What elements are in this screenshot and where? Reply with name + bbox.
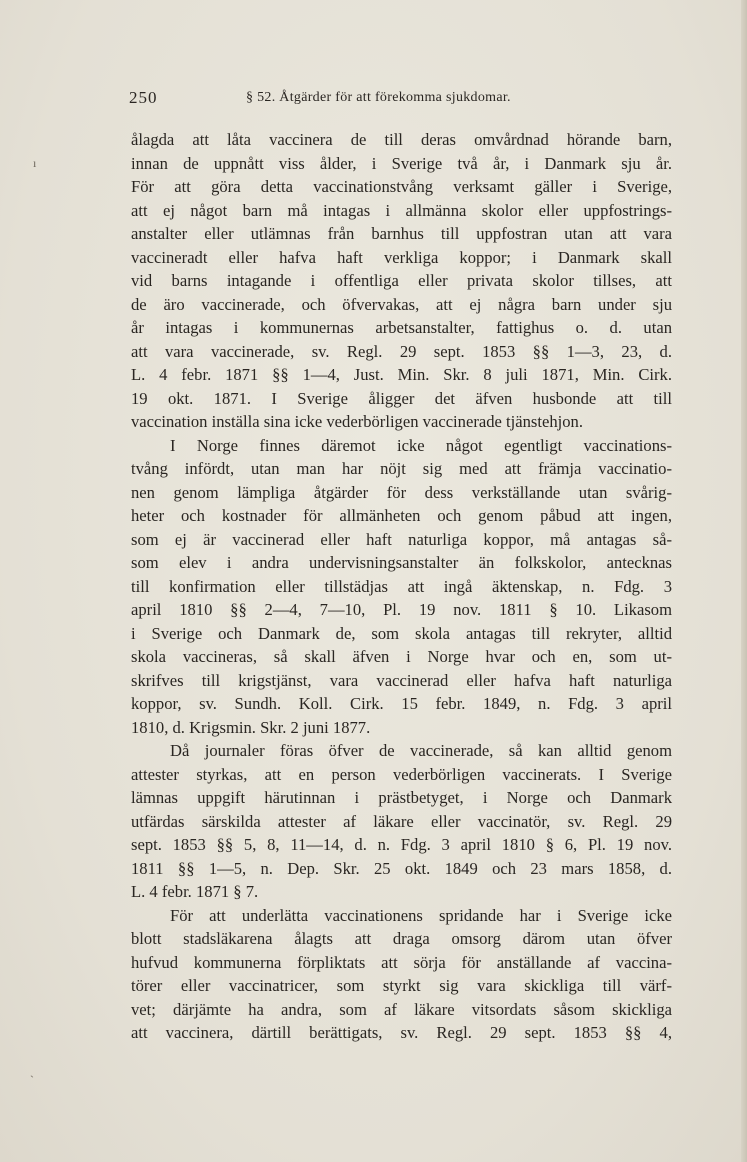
text-line: att vaccinera, därtill berättigats, sv. Regl. 29 sept. 1853 §§ 4, <box>131 1023 672 1042</box>
text-line: till konfirmation eller tillstädjas att ingå äktenskap, n. Fdg. 3 <box>131 576 672 596</box>
text-line: i Sverige och Danmark de, som skola antagas till rekryter, alltid <box>131 623 672 643</box>
text-line: 1810, d. Krigsmin. Skr. 2 juni 1877. <box>131 717 371 737</box>
text-line: år intagas i kommunernas arbetsanstalter, fattighus o. d. utan <box>131 318 672 337</box>
text-line: vaccination inställa sina icke vederbörligen vaccinerade tjänstehjon. <box>131 412 583 431</box>
text-line: I Norge finnes däremot icke något egentligt vaccinations- <box>170 435 672 455</box>
text-line: som ej är vaccinerad eller haft naturliga koppor, må antagas så- <box>131 529 672 549</box>
text-line: utfärdas särskilda attester af läkare eller vaccinatör, sv. Regl. 29 <box>131 811 672 831</box>
text-line: attester styrkas, att en person vederbörligen vaccinerats. I Sverige <box>131 764 672 784</box>
text-line: lämnas uppgift härutinnan i prästbetyget, i Norge och Danmark <box>131 788 672 807</box>
text-line: vaccineradt eller hafva haft verkliga koppor; i Danmark skall <box>131 247 672 267</box>
text-line: 1811 §§ 1—5, n. Dep. Skr. 25 okt. 1849 och 23 mars 1858, d. <box>131 858 672 878</box>
body-text <box>131 128 672 1045</box>
text-line: blott stadsläkarena ålagts att draga omsorg därom utan öfver <box>131 929 672 948</box>
text-line: som elev i andra undervisningsanstalter än folkskolor, antecknas <box>131 553 672 572</box>
running-title: § 52. Åtgärder för att förekomma sjukdomar. <box>246 90 511 105</box>
text-line: innan de uppnått viss ålder, i Sverige två år, i Danmark sju år. <box>131 153 672 173</box>
text-line: april 1810 §§ 2—4, 7—10, Pl. 19 nov. 1811 § 10. Likasom <box>131 600 672 619</box>
text-line: anstalter eller utlämnas från barnhus till uppfostran utan att vara <box>131 224 672 243</box>
text-line: ålagda att låta vaccinera de till deras omvårdnad hörande barn, <box>131 130 672 149</box>
text-line: koppor, sv. Sundh. Koll. Cirk. 15 febr. 1849, n. Fdg. 3 april <box>131 694 672 713</box>
text-line: hufvud kommunerna förpliktats att sörja för anställande af vaccina- <box>131 952 672 972</box>
text-line: 19 okt. 1871. I Sverige åligger det äfven husbonde att till <box>131 388 672 408</box>
text-line: vid barns intagande i offentliga eller privata skolor tillses, att <box>131 271 672 290</box>
text-line: L. 4 febr. 1871 § 7. <box>131 882 259 901</box>
page-number: 250 <box>129 88 158 107</box>
text-line: vet; därjämte ha andra, som af läkare vitsordats såsom skickliga <box>131 999 672 1019</box>
text-line: att vara vaccinerade, sv. Regl. 29 sept. 1853 §§ 1—3, 23, d. <box>131 341 672 361</box>
margin-speck: ˎ <box>30 1064 34 1078</box>
text-line: Då journaler föras öfver de vaccinerade, så kan alltid genom <box>170 741 672 760</box>
text-line: L. 4 febr. 1871 §§ 1—4, Just. Min. Skr. 8 juli 1871, Min. Cirk. <box>131 365 672 384</box>
running-header <box>129 88 669 112</box>
text-line: törer eller vaccinatricer, som styrkt sig vara skickliga till värf- <box>131 976 672 995</box>
text-line: skola vaccineras, så skall äfven i Norge hvar och en, som ut- <box>131 647 672 666</box>
text-line: För att göra detta vaccinationstvång verksamt gäller i Sverige, <box>131 177 672 196</box>
text-line: sept. 1853 §§ 5, 8, 11—14, d. n. Fdg. 3 april 1810 § 6, Pl. 19 nov. <box>131 835 672 854</box>
text-line: skrifves till krigstjänst, vara vaccinerad eller hafva haft naturliga <box>131 670 672 690</box>
text-line: För att underlätta vaccinationens spridande har i Sverige icke <box>170 905 672 925</box>
text-line: de äro vaccinerade, och öfvervakas, att ej några barn under sju <box>131 294 672 314</box>
text-line: nen genom lämpliga åtgärder för dess verkställande utan svårig- <box>131 482 672 502</box>
margin-speck: ı <box>33 156 37 170</box>
text-line: tvång infördt, utan man har nöjt sig med att främja vaccinatio- <box>131 459 672 478</box>
text-line: att ej något barn må intagas i allmänna skolor eller uppfostrings- <box>131 200 672 220</box>
page-edge <box>741 0 747 1162</box>
text-line: heter och kostnader för allmänheten och genom påbud att ingen, <box>131 506 672 525</box>
